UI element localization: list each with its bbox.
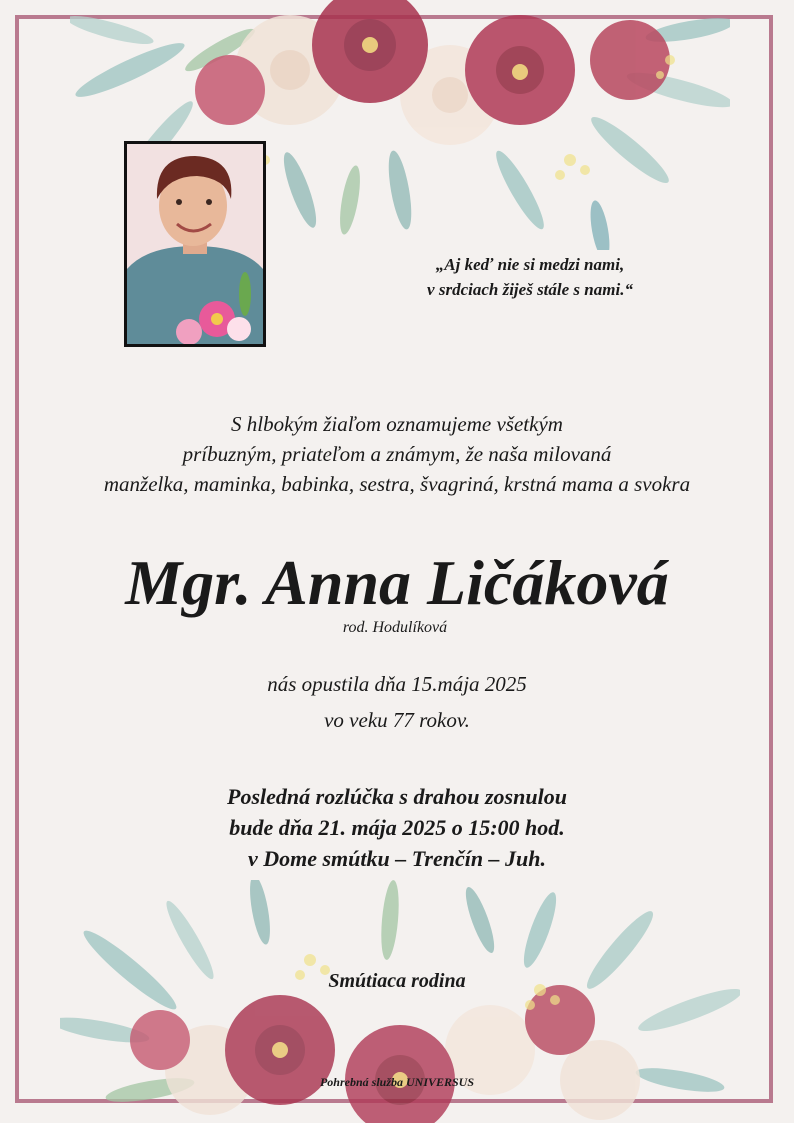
passing-date: nás opustila dňa 15.mája 2025 — [267, 672, 527, 696]
passing-info — [20, 666, 774, 738]
memorial-quote — [330, 252, 730, 302]
portrait-photo — [124, 141, 266, 347]
intro-line-2: príbuzným, priateľom a známym, že naša milovaná — [182, 442, 612, 466]
intro-line-3: manželka, maminka, babinka, sestra, švagriná, krstná mama a svokra — [103, 472, 691, 496]
quote-line-1: „Aj keď nie si medzi nami, — [435, 255, 625, 274]
family-signature: Smútiaca rodina — [328, 970, 466, 992]
funeral-service: Pohrebná služba UNIVERSUS — [319, 1075, 475, 1089]
deceased-name: Mgr. Anna Ličáková — [125, 547, 669, 618]
quote-line-2: v srdciach žiješ stále s nami.“ — [427, 280, 633, 299]
maiden-name: rod. Hodulíková — [342, 619, 448, 636]
intro-line-1: S hlbokým žiaľom oznamujeme všetkým — [231, 412, 563, 436]
farewell-line-2: bude dňa 21. mája 2025 o 15:00 hod. — [229, 815, 565, 840]
farewell-line-3: v Dome smútku – Trenčín – Juh. — [247, 846, 547, 871]
farewell-info — [20, 781, 774, 874]
passing-age: vo veku 77 rokov. — [324, 708, 470, 732]
farewell-line-1: Posledná rozlúčka s drahou zosnulou — [227, 784, 567, 809]
announcement-intro — [20, 409, 774, 499]
portrait-image — [127, 144, 263, 344]
